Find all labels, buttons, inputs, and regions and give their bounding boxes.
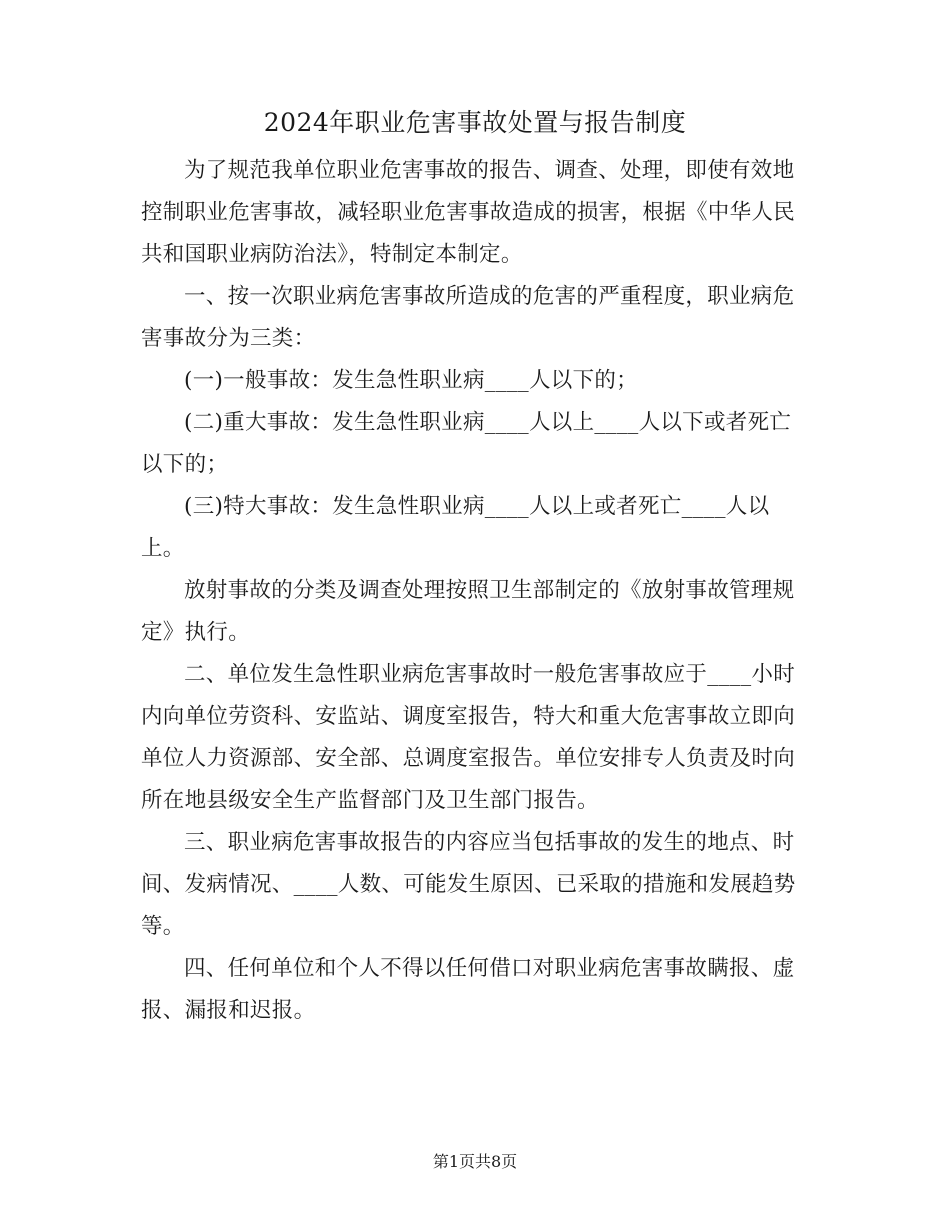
paragraph-extraordinary-accident: (三)特大事故：发生急性职业病____人以上或者死亡____人以上。 <box>141 494 770 561</box>
paragraph-intro: 为了规范我单位职业危害事故的报告、调查、处理，即使有效地控制职业危害事故，减轻职业危害事故造成的损害，根据《中华人民共和国职业病防治法》，特制定本制定。 <box>141 158 796 267</box>
page-number-footer: 第1页共8页 <box>432 1152 518 1171</box>
paragraph-section-1: 一、按一次职业病危害事故所造成的危害的严重程度，职业病危害事故分为三类： <box>141 284 795 351</box>
paragraph-general-accident: (一)一般事故：发生急性职业病____人以下的； <box>184 368 638 393</box>
paragraph-radiation-accident: 放射事故的分类及调查处理按照卫生部制定的《放射事故管理规定》执行。 <box>141 578 795 645</box>
document-body <box>141 150 801 1032</box>
paragraph-major-accident: (二)重大事故：发生急性职业病____人以上____人以下或者死亡以下的； <box>141 410 792 477</box>
paragraph-section-4: 四、任何单位和个人不得以任何借口对职业病危害事故瞒报、虚报、漏报和迟报。 <box>141 956 795 1023</box>
document-title: 2024年职业危害事故处置与报告制度 <box>263 108 687 137</box>
paragraph-section-2: 二、单位发生急性职业病危害事故时一般危害事故应于____小时内向单位劳资科、安监站、调度室报告，特大和重大危害事故立即向单位人力资源部、安全部、总调度室报告。单位安排专人负责及时向所在地县级安全生产监督部门及卫生部门报告。 <box>141 662 796 813</box>
paragraph-section-3: 三、职业病危害事故报告的内容应当包括事故的发生的地点、时间、发病情况、____人数、可能发生原因、已采取的措施和发展趋势等。 <box>141 830 796 939</box>
